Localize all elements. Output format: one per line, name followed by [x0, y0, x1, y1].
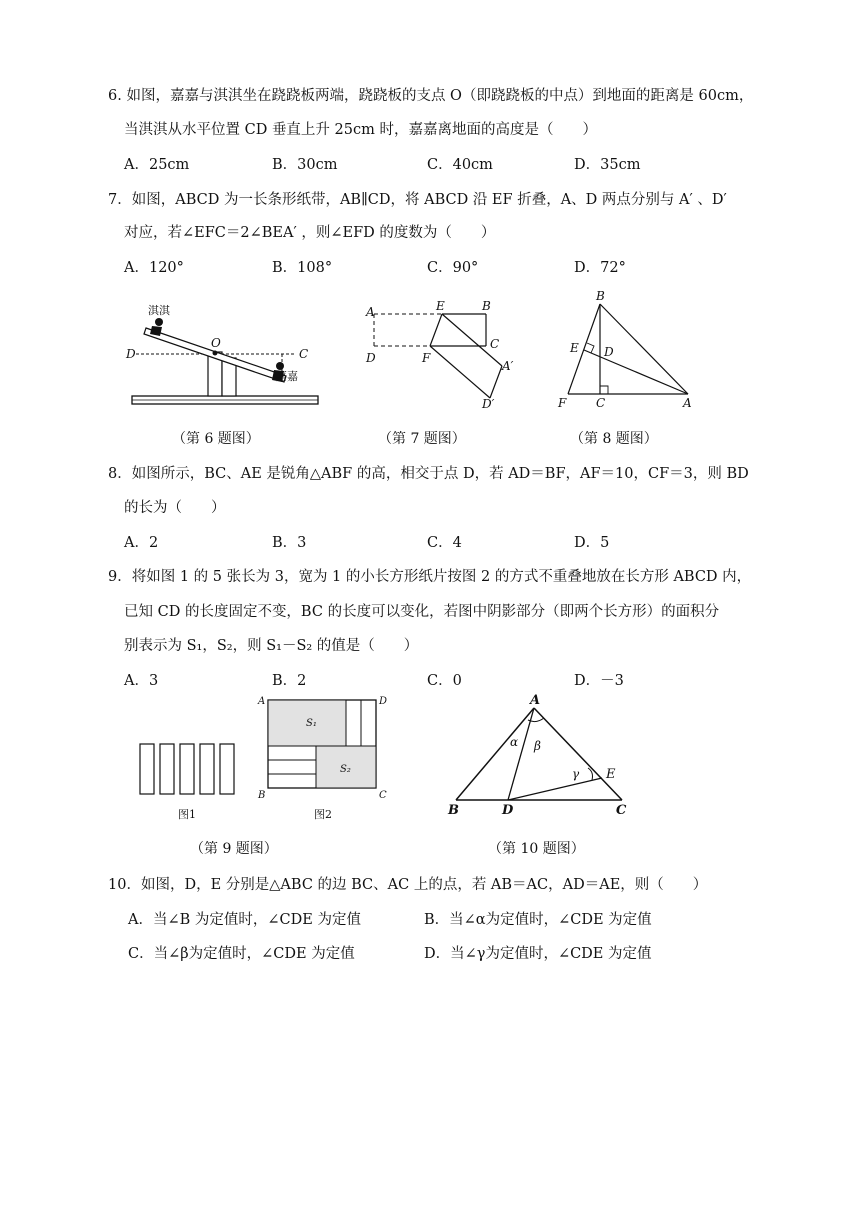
fig9-caption: （第 9 题图）	[190, 841, 278, 857]
fig7-point-e: E	[436, 299, 445, 313]
fig10-point-a: A	[530, 693, 541, 708]
q10-option-d: D．当∠γ为定值时，∠CDE 为定值	[424, 946, 652, 962]
fig10-angle-beta: β	[534, 739, 541, 753]
figure-6-seesaw	[126, 300, 326, 410]
fig8-point-a: A	[683, 396, 692, 410]
fig10-angle-alpha: α	[510, 735, 519, 749]
fig7-caption: （第 7 题图）	[378, 431, 466, 447]
q9-stem-line2: 已知 CD 的长度固定不变，BC 的长度可以变化，若图中阴影部分（即两个长方形）的面积分	[124, 604, 720, 620]
fig6-label-jiajia: 嘉嘉	[276, 370, 298, 383]
fig10-point-e: E	[606, 767, 616, 782]
fig7-point-f: F	[422, 351, 431, 365]
q7-stem-line1: 7．如图，ABCD 为一长条形纸带，AB∥CD，将 ABCD 沿 EF 折叠，A、D 两点分别与 A′ 、D′	[108, 192, 727, 208]
fig8-point-e: E	[570, 341, 579, 355]
fig9-point-c: C	[379, 790, 387, 801]
q10-option-a: A．当∠B 为定值时，∠CDE 为定值	[128, 912, 361, 928]
figure-8-triangle	[556, 290, 706, 415]
fig6-point-o: O	[211, 336, 221, 350]
q6-stem-line2: 当淇淇从水平位置 CD 垂直上升 25cm 时，嘉嘉离地面的高度是（ ）	[124, 122, 597, 138]
q6-option-d: D．35cm	[574, 157, 641, 173]
q8-stem-line2: 的长为（ ）	[124, 500, 226, 516]
fig8-point-f: F	[558, 396, 567, 410]
fig9-point-b: B	[258, 790, 266, 801]
q8-option-b: B．3	[272, 535, 307, 551]
figure-7-folded-strip	[362, 300, 532, 410]
q9-option-b: B．2	[272, 673, 307, 689]
fig7-point-c: C	[490, 337, 500, 351]
fig10-caption: （第 10 题图）	[488, 841, 585, 857]
q9-option-d: D．－3	[574, 673, 624, 689]
q8-option-d: D．5	[574, 535, 610, 551]
q7-option-d: D．72°	[574, 260, 626, 276]
figure-9-rectangles	[136, 690, 396, 830]
q8-option-a: A．2	[124, 535, 159, 551]
q10-option-c: C．当∠β为定值时，∠CDE 为定值	[128, 946, 355, 962]
fig7-point-a: A	[366, 305, 375, 319]
fig10-angle-gamma: γ	[572, 767, 580, 781]
q9-option-c: C．0	[427, 673, 462, 689]
fig10-point-d: D	[502, 803, 514, 818]
fig7-point-d-prime: D′	[482, 397, 495, 411]
fig7-point-d: D	[366, 351, 376, 365]
q8-stem-line1: 8．如图所示，BC、AE 是锐角△ABF 的高，相交于点 D，若 AD＝BF，AF＝10，CF＝3，则 BD	[108, 466, 749, 482]
fig9-point-a: A	[258, 696, 266, 707]
fig9-label-s2: S₂	[340, 764, 351, 775]
q9-option-a: A．3	[124, 673, 159, 689]
fig6-point-d: D	[126, 347, 136, 361]
q7-stem-line2: 对应，若∠EFC＝2∠BEA′ ，则∠EFD 的度数为（ ）	[124, 225, 496, 241]
fig9-point-d: D	[379, 696, 388, 707]
fig10-point-b: B	[448, 803, 459, 818]
fig9-label-fig2: 图2	[314, 808, 332, 821]
q6-stem-line1: 6. 如图，嘉嘉与淇淇坐在跷跷板两端，跷跷板的支点 O（即跷跷板的中点）到地面的距离是 60cm，	[108, 88, 754, 104]
fig6-caption: （第 6 题图）	[172, 431, 260, 447]
q10-option-b: B．当∠α为定值时，∠CDE 为定值	[424, 912, 652, 928]
q6-option-c: C．40cm	[427, 157, 493, 173]
fig7-point-a-prime: A′	[502, 359, 514, 373]
fig8-point-b: B	[596, 289, 605, 303]
q6-option-a: A．25cm	[124, 157, 190, 173]
figure-10-triangle	[446, 694, 646, 824]
fig8-caption: （第 8 题图）	[570, 431, 658, 447]
q7-option-a: A．120°	[124, 260, 184, 276]
fig7-point-b: B	[482, 299, 491, 313]
fig9-label-s1: S₁	[306, 718, 317, 729]
fig8-point-d: D	[604, 345, 614, 359]
fig6-label-qiqi: 淇淇	[148, 304, 170, 317]
q10-stem-line1: 10．如图，D，E 分别是△ABC 的边 BC、AC 上的点，若 AB＝AC，AD＝AE，则（ ）	[108, 877, 708, 893]
q9-stem-line1: 9．将如图 1 的 5 张长为 3，宽为 1 的小长方形纸片按图 2 的方式不重叠地放在长方形 ABCD 内，	[108, 569, 752, 585]
fig10-point-c: C	[616, 803, 627, 818]
fig9-label-fig1: 图1	[178, 808, 196, 821]
fig6-point-c: C	[299, 347, 309, 361]
q9-stem-line3: 别表示为 S₁，S₂，则 S₁－S₂ 的值是（ ）	[124, 638, 419, 654]
q8-option-c: C．4	[427, 535, 462, 551]
q7-option-c: C．90°	[427, 260, 479, 276]
q7-option-b: B．108°	[272, 260, 333, 276]
q6-option-b: B．30cm	[272, 157, 338, 173]
fig8-point-c: C	[596, 396, 606, 410]
